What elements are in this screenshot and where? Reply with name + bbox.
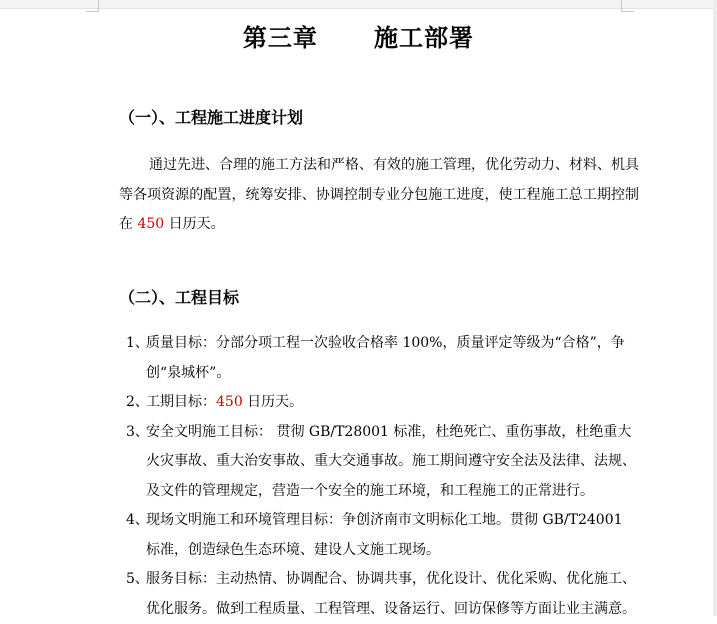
page-top-edge — [0, 0, 717, 9]
list-item-schedule: 2、 工期目标：450 日历天。 — [126, 394, 304, 410]
list-item-safety: 3、 安全文明施工目标： 贯彻 GB/T28001 标准，杜绝死亡、重伤事故，杜绝重大火灾事故、重大治安事故、重大交通事故。施工期间遵守安全法及法律、法规、及文件的管理规定，营造一个安全的施工环境，和工程施工的正常进行。 — [126, 423, 636, 499]
duration-highlight: 450 — [216, 394, 243, 410]
list-item-quality: 1、 质量目标：分部分项工程一次验收合格率 100%，质量评定等级为“合格”，争创“泉城杯”。 — [126, 335, 625, 381]
chapter-title: 第三章 施工部署 — [242, 23, 475, 52]
section-heading-goals: （二）、工程目标 — [119, 288, 240, 307]
schedule-paragraph: 通过先进、合理的施工方法和严格、有效的施工管理，优化劳动力、材料、机具等各项资源的配置，统筹安排、协调控制专业分包施工进度，使工程施工总工期控制在 450 日历天。 — [119, 157, 639, 232]
list-item-environment: 4、 现场文明施工和环境管理目标：争创济南市文明标化工地。贯彻 GB/T24001 标准，创造绿色生态环境、建设人文施工现场。 — [126, 512, 623, 558]
scrollbar-track[interactable] — [713, 0, 717, 616]
goals-list — [119, 329, 639, 624]
margin-corner-right — [621, 0, 634, 12]
list-item-service: 5、 服务目标：主动热情、协调配合、协调共事，优化设计、优化采购、优化施工、优化服务。做到工程质量、工程管理、设备运行、回访保修等方面让业主满意。 — [126, 571, 636, 617]
section-heading-schedule: （一）、工程施工进度计划 — [119, 108, 304, 127]
margin-corner-left — [86, 0, 99, 12]
duration-highlight: 450 — [137, 216, 165, 232]
